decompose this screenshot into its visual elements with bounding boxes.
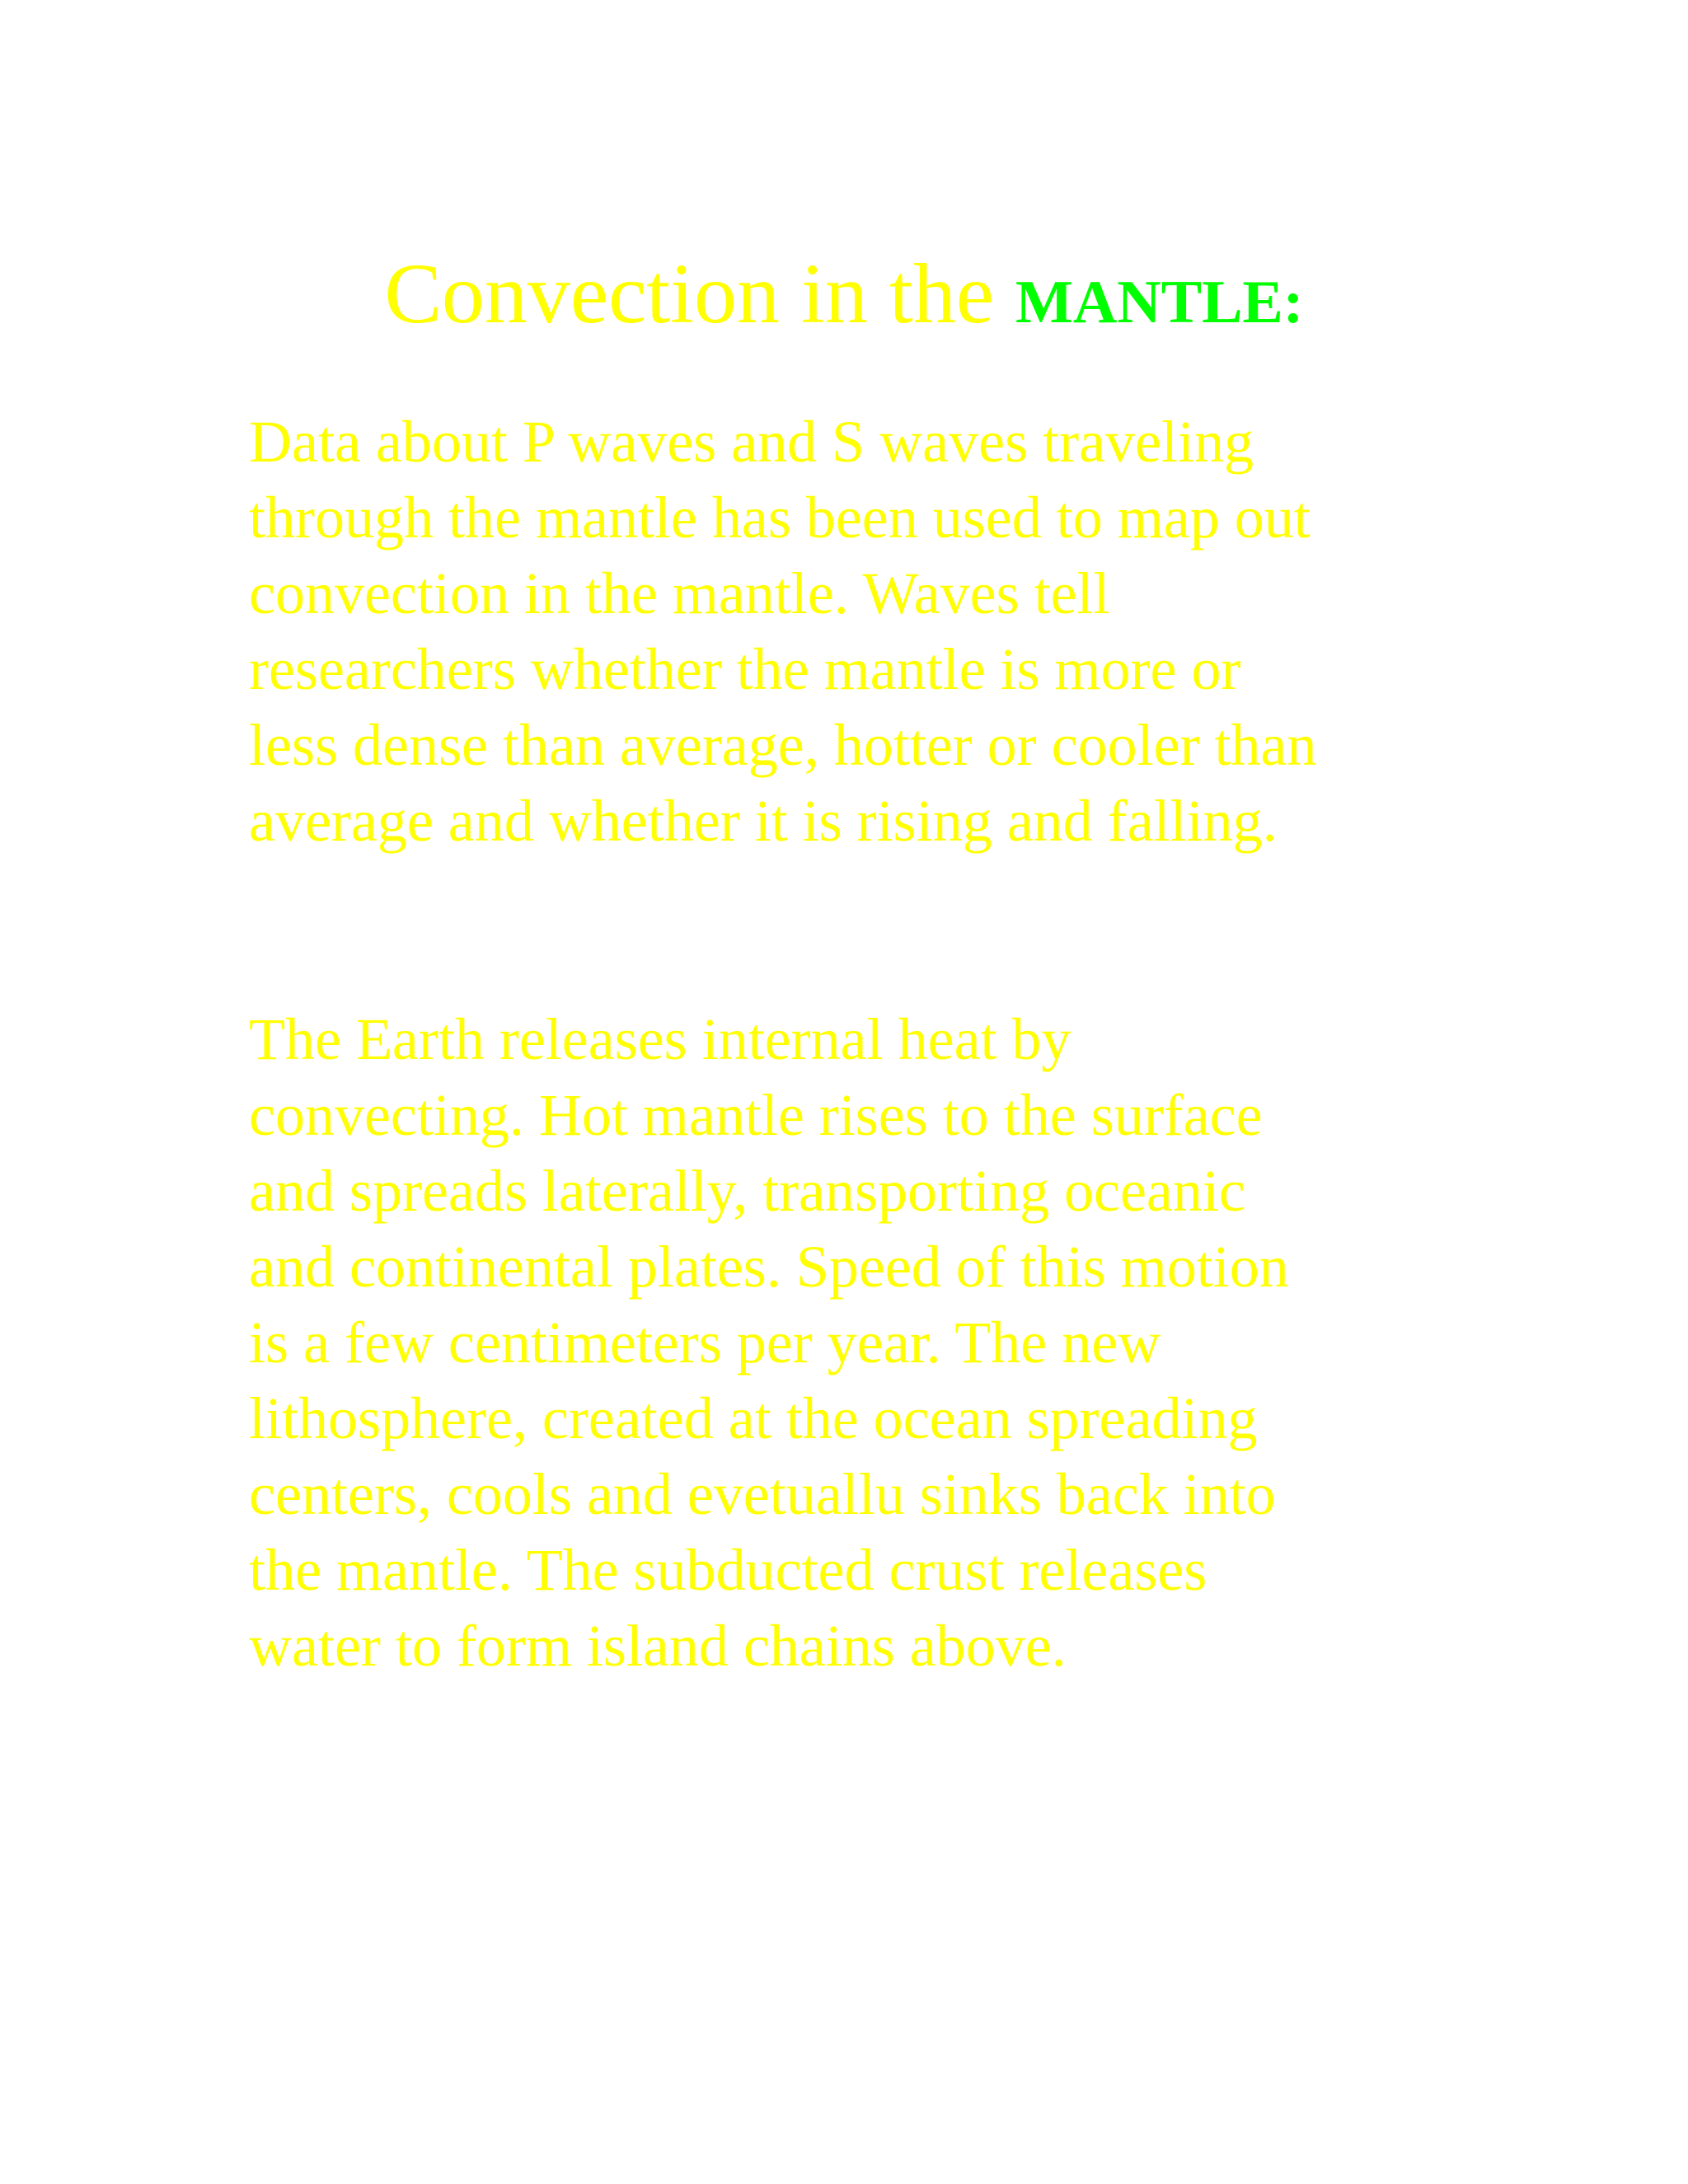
paragraph-line: The Earth releases internal heat by [249,1006,1071,1072]
paragraph-earth-heat [249,1001,1485,1684]
paragraph-line: convection in the mantle. Waves tell [249,560,1110,626]
paragraph-line: water to form island chains above. [249,1613,1067,1679]
paragraph-seismic-waves [249,404,1485,859]
paragraph-line: and spreads laterally, transporting oceanic [249,1158,1245,1224]
paragraph-line: is a few centimeters per year. The new [249,1310,1161,1376]
title-accent-text: MANTLE: [1015,269,1304,336]
paragraph-line: through the mantle has been used to map out [249,485,1311,551]
paragraph-line: the mantle. The subducted crust releases [249,1537,1207,1603]
paragraph-line: convecting. Hot mantle rises to the surface [249,1082,1263,1148]
paragraph-line: average and whether it is rising and falling. [249,788,1278,854]
title-main-text: Convection in the [384,246,1015,341]
paragraph-line: lithosphere, created at the ocean spreading [249,1385,1258,1451]
paragraph-line: centers, cools and evetuallu sinks back into [249,1461,1276,1527]
paragraph-line: less dense than average, hotter or cooler than [249,712,1317,778]
paragraph-line: researchers whether the mantle is more or [249,636,1241,702]
page-title [0,246,1688,341]
paragraph-line: Data about P waves and S waves traveling [249,409,1254,475]
paragraph-line: and continental plates. Speed of this motion [249,1234,1289,1300]
